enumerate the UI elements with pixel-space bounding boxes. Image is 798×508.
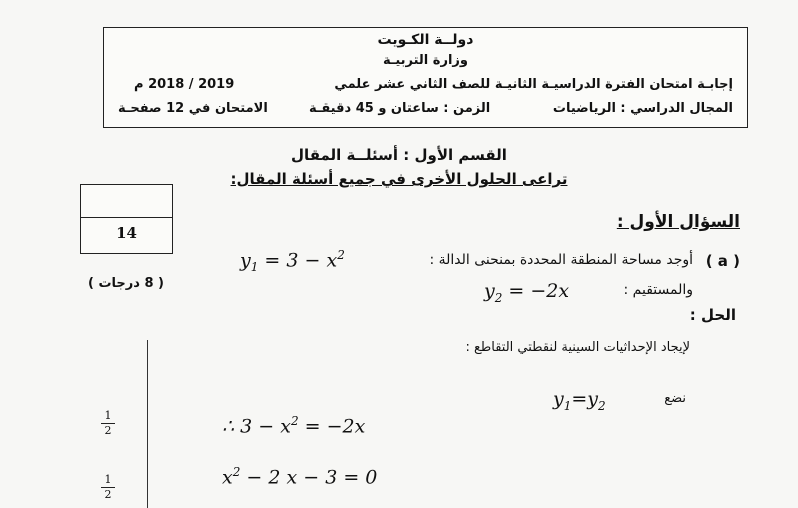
eq-y1-sub: 1 [250,260,259,275]
page-count: الامتحان في 12 صفحـة [118,101,268,116]
set-y1: y [553,388,564,410]
line1-a: ∴ 3 − x [222,415,291,438]
solution-step1: لإيجاد الإحداثيات السينية لنقطتي التقاطع : [465,340,690,355]
solution-label: الحل : [689,306,736,324]
exam-header-box [103,27,748,128]
subject-field: المجال الدراسي : الرياضيات [552,101,733,116]
solution-line-2 [222,465,377,488]
set-mid: =y [571,388,599,410]
half-mark-1-den: 2 [104,424,112,437]
eq-y1-var: y [240,249,251,272]
line-equation [484,280,569,305]
question-degrees: ( 8 درجات ) [88,276,164,291]
function-equation [240,248,345,274]
marks-score: 14 [116,224,137,242]
section-note: تراعى الحلول الأخرى في جميع أسئلة المقال: [230,170,568,188]
half-mark-2-num: 1 [104,473,112,486]
eq-y2-var: y [484,280,495,302]
question-heading: السؤال الأول : [616,212,740,232]
exam-title: إجابـة امتحان الفترة الدراسيـة الثانيـة للصف الثاني عشر علمي [334,77,733,92]
margin-line [147,340,148,508]
line1-b: = −2x [298,415,366,438]
part-text: أوجد مساحة المنطقة المحددة بمنحنى الدالة : [429,252,693,268]
eq-y1-sup: 2 [337,248,345,262]
half-mark-1-num: 1 [104,409,112,422]
eq-y2-rhs: = −2x [502,280,570,302]
eq-y2-sub: 2 [494,290,503,305]
marks-box [80,184,173,254]
half-mark-1 [101,410,115,437]
line2-a: x [222,466,233,489]
line2-sup: 2 [232,465,241,479]
marks-divider [81,217,172,218]
set-sub1: 1 [563,398,572,413]
set-equal-equation [553,388,606,413]
exam-time: الزمن : ساعتان و 45 دقيقـة [309,101,491,116]
country-name: دولــة الكـويت [377,32,474,48]
half-mark-2 [101,474,115,501]
part-label: ( a ) [705,252,740,270]
line2-b: − 2 x − 3 = 0 [240,466,378,489]
line-text: والمستقيم : [623,282,693,298]
set-sub2: 2 [598,398,606,413]
half-mark-2-den: 2 [104,488,112,501]
section-title: القسم الأول : أسئلــة المقال [291,146,507,164]
eq-y1-rhs: = 3 − x [258,249,338,272]
step2-word: نضع [664,391,686,406]
ministry-name: وزارة التربيـة [383,53,468,68]
exam-year: 2019 / 2018 م [134,77,235,92]
solution-line-1 [222,414,365,437]
line1-sup: 2 [290,414,299,428]
